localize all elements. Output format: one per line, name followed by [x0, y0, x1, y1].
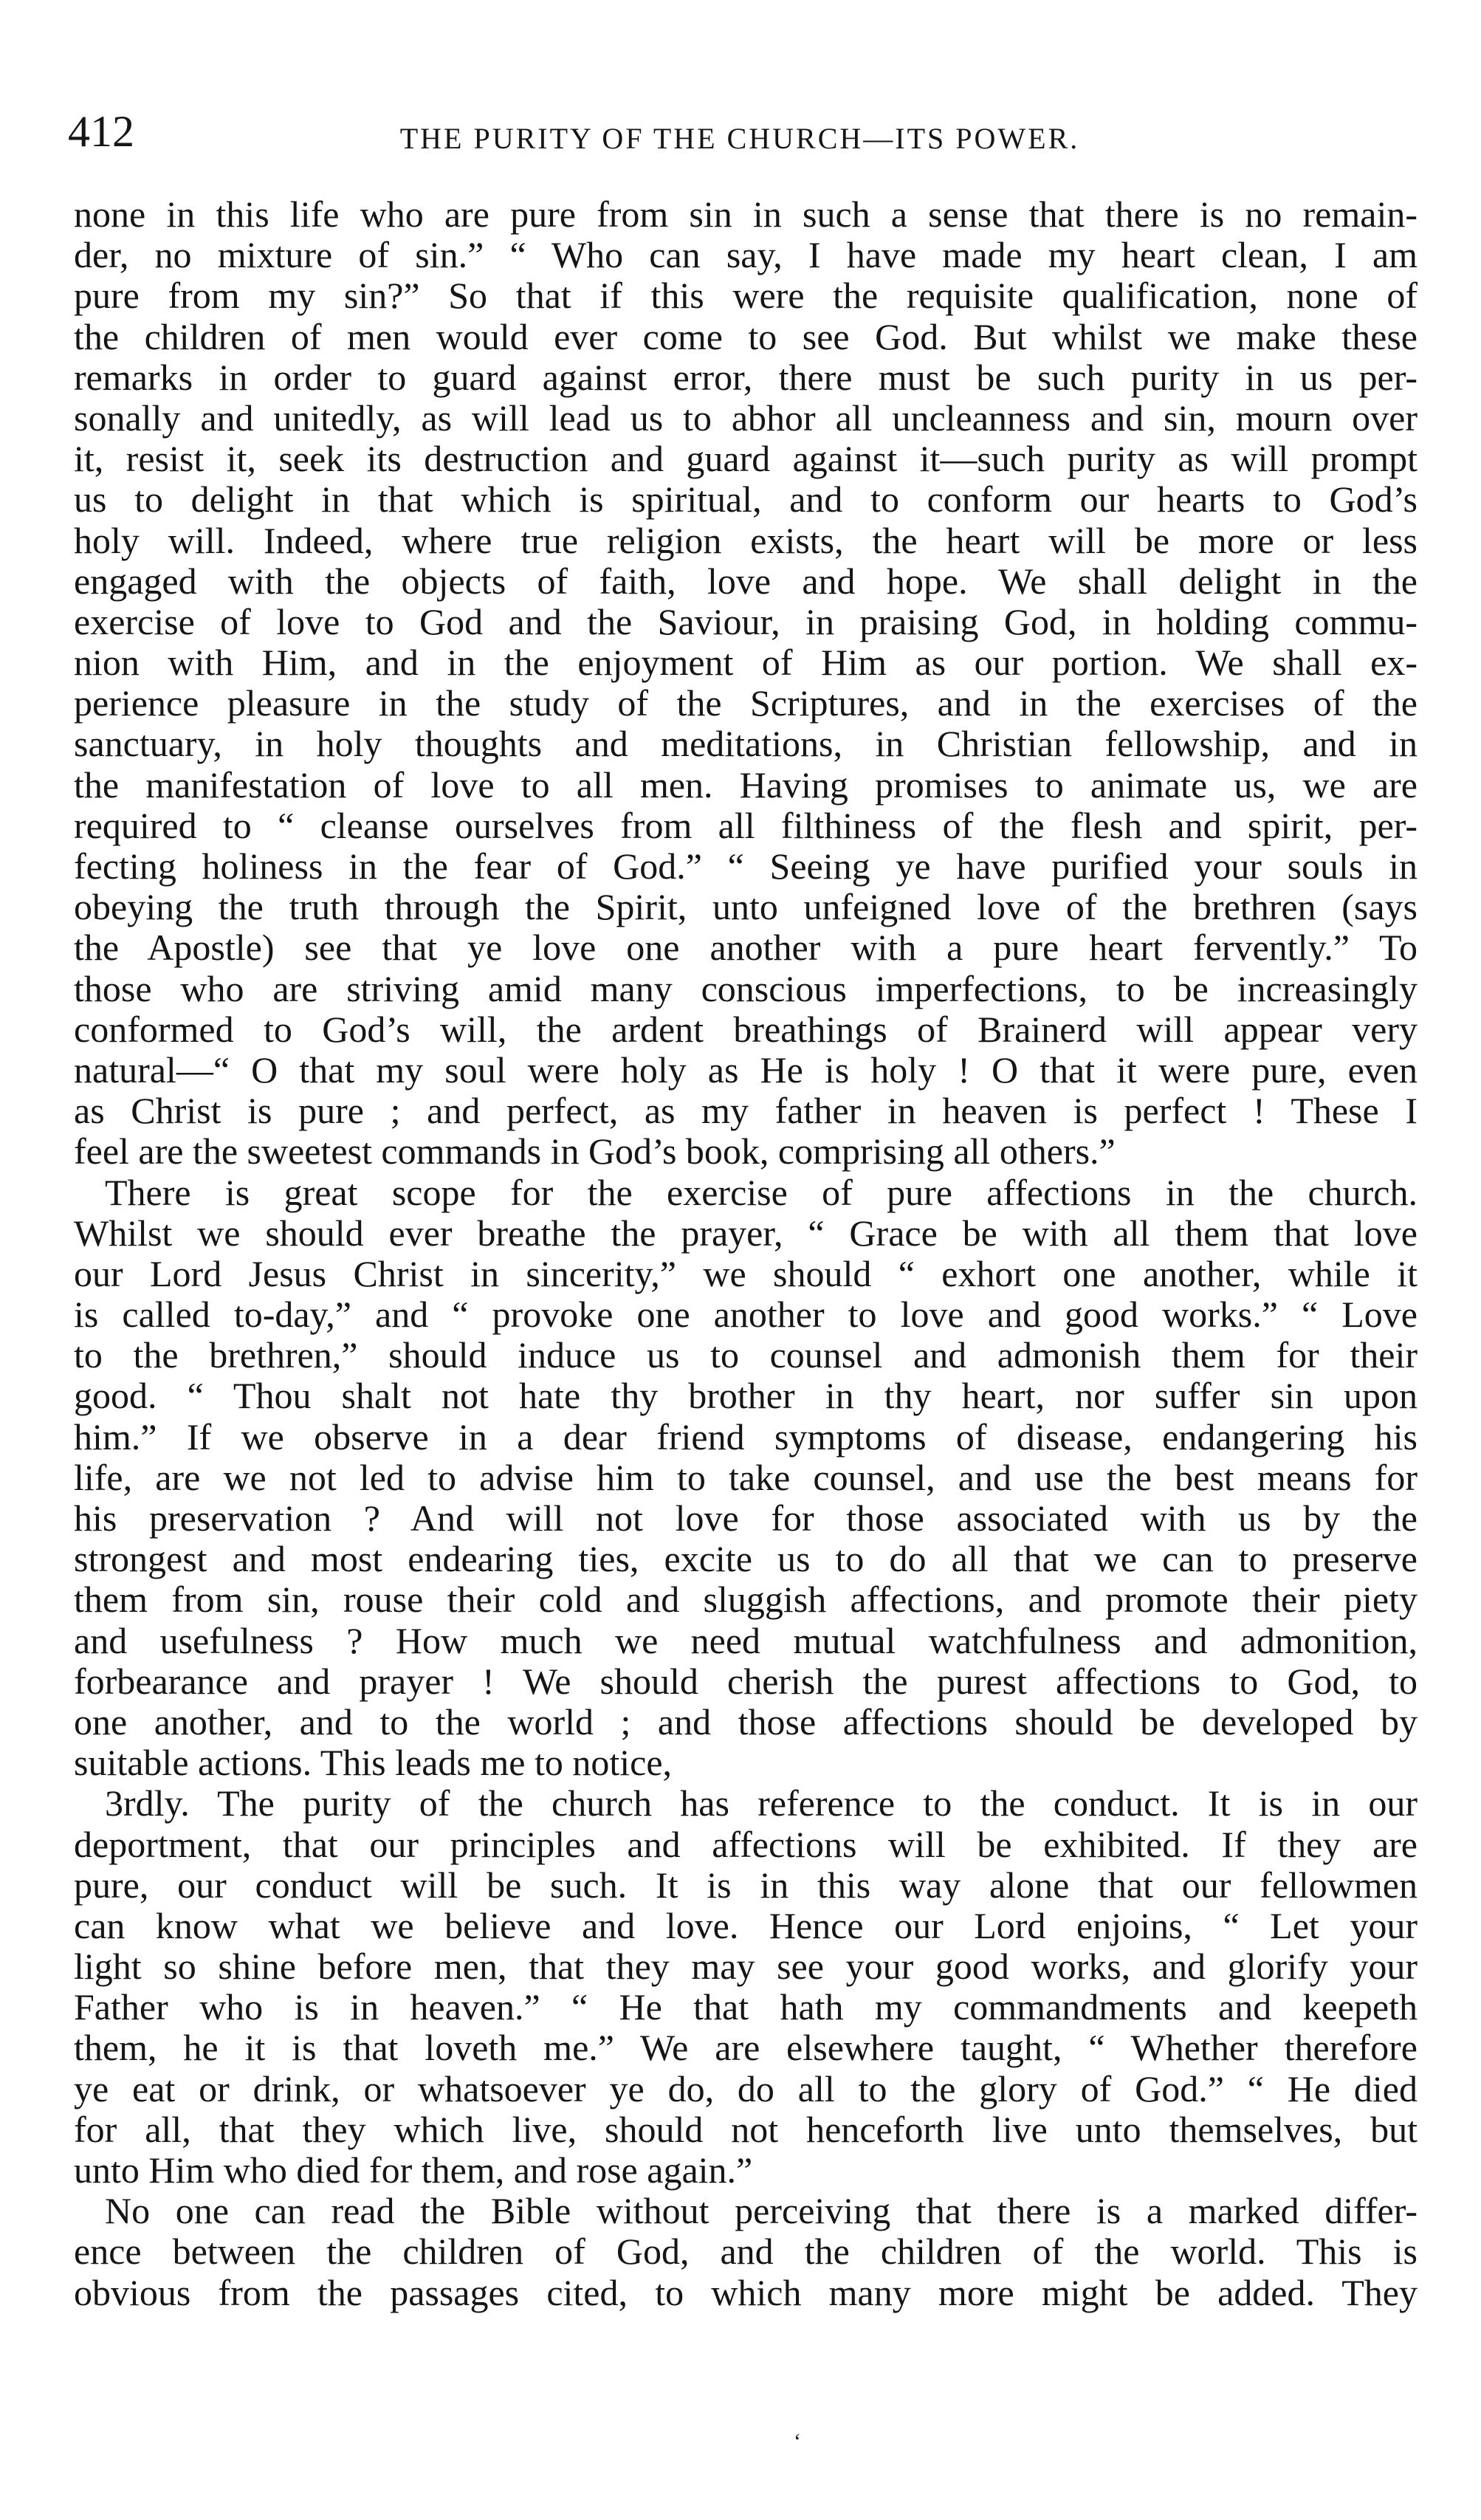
- text-line: for all, that they which live, should not henceforth live unto themselves, but: [74, 2109, 1418, 2150]
- text-line: strongest and most endearing ties, excite us to do all that we can to preserve: [74, 1539, 1418, 1580]
- text-line: exercise of love to God and the Saviour, in praising God, in holding commu-: [74, 601, 1418, 642]
- running-title: THE PURITY OF THE CHURCH—ITS POWER.: [399, 122, 1080, 155]
- text-line: good. “ Thou shalt not hate thy brother in thy heart, nor suffer sin upon: [74, 1376, 1418, 1417]
- text-line: deportment, that our principles and affections will be exhibited. If they are: [74, 1824, 1418, 1865]
- text-line: feel are the sweetest commands in God’s book, comprising all others.”: [74, 1131, 1116, 1173]
- text-line: us to delight in that which is spiritual, and to conform our hearts to God’s: [74, 479, 1418, 521]
- text-line: ence between the children of God, and the children of the world. This is: [74, 2231, 1418, 2273]
- text-line: light so shine before men, that they may see your good works, and glorify your: [74, 1946, 1418, 1988]
- body-text: [74, 194, 1418, 2313]
- text-line: his preservation ? And will not love for those associated with us by the: [74, 1498, 1418, 1539]
- text-line: unto Him who died for them, and rose again.”: [74, 2150, 753, 2191]
- text-line: can know what we believe and love. Hence our Lord enjoins, “ Let your: [74, 1905, 1418, 1946]
- printer-mark: ‘: [794, 2429, 801, 2454]
- text-line: sonally and unitedly, as will lead us to abhor all uncleanness and sin, mourn over: [74, 397, 1418, 439]
- text-line: Whilst we should ever breathe the prayer, “ Grace be with all them that love: [74, 1212, 1418, 1254]
- text-line: one another, and to the world ; and those affections should be developed by: [74, 1701, 1418, 1743]
- text-line: none in this life who are pure from sin in such a sense that there is no remain-: [74, 194, 1418, 235]
- text-line: conformed to God’s will, the ardent breathings of Brainerd will appear very: [74, 1009, 1418, 1050]
- text-line: obeying the truth through the Spirit, unto unfeigned love of the brethren (says: [74, 887, 1418, 928]
- text-line: ye eat or drink, or whatsoever ye do, do all to the glory of God.” “ He died: [74, 2068, 1418, 2109]
- text-line: it, resist it, seek its destruction and guard against it—such purity as will prompt: [74, 439, 1418, 480]
- text-line: perience pleasure in the study of the Scriptures, and in the exercises of the: [74, 683, 1418, 724]
- text-line: and usefulness ? How much we need mutual watchfulness and admonition,: [74, 1620, 1418, 1661]
- text-line: There is great scope for the exercise of pure affections in the church.: [105, 1172, 1418, 1213]
- text-line: our Lord Jesus Christ in sincerity,” we should “ exhort one another, while it: [74, 1253, 1418, 1294]
- text-line: suitable actions. This leads me to notice,: [74, 1743, 673, 1784]
- text-line: remarks in order to guard against error, there must be such purity in us per-: [74, 357, 1418, 398]
- text-line: No one can read the Bible without perceiving that there is a marked differ-: [105, 2191, 1418, 2232]
- text-line: the children of men would ever come to see God. But whilst we make these: [74, 316, 1418, 357]
- text-line: nion with Him, and in the enjoyment of Him as our portion. We shall ex-: [74, 642, 1418, 684]
- text-line: 3rdly. The purity of the church has reference to the conduct. It is in our: [105, 1783, 1418, 1824]
- page-header: [68, 95, 1404, 154]
- text-line: as Christ is pure ; and perfect, as my father in heaven is perfect ! These I: [74, 1091, 1418, 1132]
- text-line: those who are striving amid many conscious imperfections, to be increasingly: [74, 968, 1418, 1009]
- text-line: life, are we not led to advise him to take counsel, and use the best means for: [74, 1457, 1418, 1498]
- text-line: pure, our conduct will be such. It is in this way alone that our fellowmen: [74, 1864, 1418, 1906]
- text-line: holy will. Indeed, where true religion exists, the heart will be more or less: [74, 520, 1418, 561]
- text-line: him.” If we observe in a dear friend symptoms of disease, endangering his: [74, 1416, 1418, 1458]
- text-line: sanctuary, in holy thoughts and meditations, in Christian fellowship, and in: [74, 724, 1418, 765]
- text-line: obvious from the passages cited, to which many more might be added. They: [74, 2272, 1418, 2313]
- text-line: the Apostle) see that ye love one another with a pure heart fervently.” To: [74, 927, 1418, 969]
- page-number: 412: [68, 107, 134, 156]
- text-line: pure from my sin?” So that if this were the requisite qualification, none of: [74, 275, 1418, 317]
- text-line: natural—“ O that my soul were holy as He is holy ! O that it were pure, even: [74, 1049, 1418, 1091]
- text-line: is called to-day,” and “ provoke one another to love and good works.” “ Love: [74, 1294, 1418, 1336]
- text-line: them from sin, rouse their cold and sluggish affections, and promote their piety: [74, 1579, 1418, 1621]
- text-line: fecting holiness in the fear of God.” “ Seeing ye have purified your souls in: [74, 846, 1418, 887]
- text-line: forbearance and prayer ! We should cherish the purest affections to God, to: [74, 1661, 1418, 1702]
- text-line: to the brethren,” should induce us to counsel and admonish them for their: [74, 1335, 1418, 1376]
- text-line: engaged with the objects of faith, love and hope. We shall delight in the: [74, 560, 1418, 602]
- text-line: them, he it is that loveth me.” We are elsewhere taught, “ Whether therefore: [74, 2028, 1418, 2069]
- text-line: der, no mixture of sin.” “ Who can say, I have made my heart clean, I am: [74, 235, 1418, 276]
- text-line: Father who is in heaven.” “ He that hath my commandments and keepeth: [74, 1987, 1418, 2028]
- text-line: the manifestation of love to all men. Having promises to animate us, we are: [74, 764, 1418, 806]
- text-line: required to “ cleanse ourselves from all filthiness of the flesh and spirit, per-: [74, 805, 1418, 846]
